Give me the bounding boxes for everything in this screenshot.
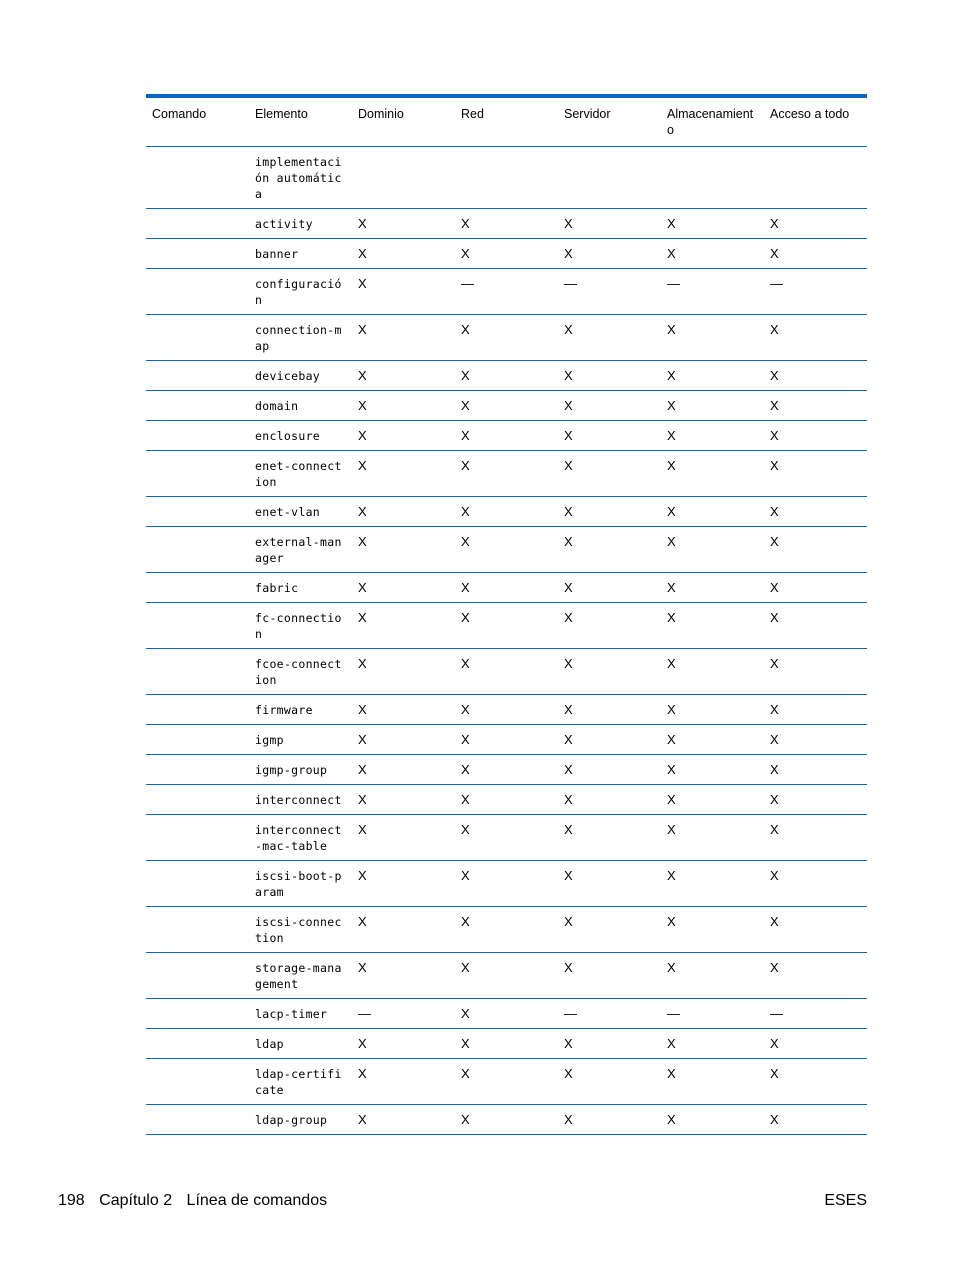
table-row [146, 861, 867, 907]
cell-comando [146, 603, 249, 649]
cell-dominio: X [352, 1029, 455, 1059]
cell-elemento: implementación automática [249, 147, 352, 209]
cell-servidor: X [558, 361, 661, 391]
table-row [146, 1029, 867, 1059]
cell-almacenamiento: X [661, 361, 764, 391]
cell-almacenamiento: X [661, 1059, 764, 1105]
cell-acceso-a-todo: X [764, 1059, 867, 1105]
table-body [146, 147, 867, 1135]
cell-almacenamiento: X [661, 725, 764, 755]
header-elemento: Elemento [249, 98, 352, 147]
cell-elemento: storage-management [249, 953, 352, 999]
cell-almacenamiento: X [661, 603, 764, 649]
cell-acceso-a-todo: X [764, 209, 867, 239]
table-row [146, 451, 867, 497]
cell-red: X [455, 953, 558, 999]
cell-acceso-a-todo: X [764, 861, 867, 907]
cell-servidor: X [558, 573, 661, 603]
header-servidor: Servidor [558, 98, 661, 147]
table-row [146, 725, 867, 755]
chapter-label: Capítulo 2 [99, 1192, 173, 1209]
table-row [146, 269, 867, 315]
cell-almacenamiento: X [661, 815, 764, 861]
cell-red: X [455, 695, 558, 725]
cell-almacenamiento: X [661, 649, 764, 695]
cell-dominio: X [352, 695, 455, 725]
cell-red: X [455, 999, 558, 1029]
cell-servidor: X [558, 209, 661, 239]
cell-comando [146, 649, 249, 695]
table-row [146, 953, 867, 999]
cell-elemento: iscsi-connection [249, 907, 352, 953]
cell-elemento: igmp-group [249, 755, 352, 785]
cell-acceso-a-todo: X [764, 527, 867, 573]
cell-acceso-a-todo: X [764, 695, 867, 725]
cell-servidor: X [558, 861, 661, 907]
cell-elemento: iscsi-boot-param [249, 861, 352, 907]
cell-elemento: fabric [249, 573, 352, 603]
cell-almacenamiento: X [661, 1105, 764, 1135]
cell-elemento: firmware [249, 695, 352, 725]
cell-comando [146, 573, 249, 603]
cell-almacenamiento: X [661, 527, 764, 573]
cell-elemento: banner [249, 239, 352, 269]
cell-comando [146, 953, 249, 999]
cell-comando [146, 815, 249, 861]
cell-dominio: X [352, 209, 455, 239]
cell-dominio: X [352, 239, 455, 269]
cell-red: X [455, 361, 558, 391]
cell-dominio: X [352, 497, 455, 527]
cell-elemento: igmp [249, 725, 352, 755]
cell-comando [146, 147, 249, 209]
cell-red: X [455, 421, 558, 451]
cell-acceso-a-todo [764, 147, 867, 209]
cell-elemento: activity [249, 209, 352, 239]
permissions-table-container [146, 94, 867, 1135]
table-row [146, 497, 867, 527]
cell-red: X [455, 725, 558, 755]
cell-almacenamiento [661, 147, 764, 209]
cell-servidor: X [558, 907, 661, 953]
cell-servidor: X [558, 725, 661, 755]
cell-comando [146, 451, 249, 497]
cell-dominio: X [352, 785, 455, 815]
cell-servidor: X [558, 695, 661, 725]
cell-almacenamiento: X [661, 861, 764, 907]
table-row [146, 907, 867, 953]
cell-elemento: ldap-group [249, 1105, 352, 1135]
cell-acceso-a-todo: X [764, 725, 867, 755]
cell-dominio: X [352, 573, 455, 603]
cell-comando [146, 527, 249, 573]
cell-almacenamiento: X [661, 451, 764, 497]
cell-red: X [455, 907, 558, 953]
cell-acceso-a-todo: X [764, 649, 867, 695]
cell-servidor: X [558, 603, 661, 649]
page-footer-left [58, 1192, 337, 1210]
cell-acceso-a-todo: X [764, 497, 867, 527]
cell-servidor: X [558, 649, 661, 695]
cell-acceso-a-todo: — [764, 999, 867, 1029]
table-row [146, 1105, 867, 1135]
cell-comando [146, 239, 249, 269]
cell-acceso-a-todo: X [764, 421, 867, 451]
cell-almacenamiento: X [661, 1029, 764, 1059]
cell-acceso-a-todo: X [764, 239, 867, 269]
header-almacenamiento: Almacenamiento [661, 98, 764, 147]
cell-acceso-a-todo: X [764, 785, 867, 815]
cell-acceso-a-todo: X [764, 361, 867, 391]
cell-elemento: interconnect [249, 785, 352, 815]
cell-servidor: X [558, 315, 661, 361]
cell-red: X [455, 1059, 558, 1105]
cell-red: X [455, 649, 558, 695]
cell-comando [146, 861, 249, 907]
cell-comando [146, 1059, 249, 1105]
cell-dominio: X [352, 725, 455, 755]
cell-servidor: X [558, 1059, 661, 1105]
cell-elemento: ldap [249, 1029, 352, 1059]
table-row [146, 239, 867, 269]
table-row [146, 209, 867, 239]
cell-comando [146, 785, 249, 815]
cell-almacenamiento: X [661, 953, 764, 999]
cell-red: X [455, 861, 558, 907]
cell-dominio: X [352, 527, 455, 573]
table-row [146, 421, 867, 451]
cell-dominio: X [352, 421, 455, 451]
cell-servidor: — [558, 999, 661, 1029]
cell-red: X [455, 239, 558, 269]
cell-servidor: X [558, 527, 661, 573]
table-row [146, 649, 867, 695]
cell-servidor: X [558, 1029, 661, 1059]
cell-red: X [455, 451, 558, 497]
cell-comando [146, 421, 249, 451]
cell-red: X [455, 785, 558, 815]
permissions-table [146, 98, 867, 1135]
table-row [146, 815, 867, 861]
table-row [146, 999, 867, 1029]
cell-acceso-a-todo: X [764, 815, 867, 861]
cell-dominio: X [352, 269, 455, 315]
cell-acceso-a-todo: X [764, 907, 867, 953]
cell-elemento: enet-connection [249, 451, 352, 497]
header-comando: Comando [146, 98, 249, 147]
header-dominio: Dominio [352, 98, 455, 147]
cell-servidor: X [558, 815, 661, 861]
cell-servidor: X [558, 785, 661, 815]
cell-red [455, 147, 558, 209]
cell-dominio: X [352, 815, 455, 861]
page-number: 198 [58, 1192, 85, 1209]
header-red: Red [455, 98, 558, 147]
cell-servidor: X [558, 1105, 661, 1135]
cell-servidor: X [558, 755, 661, 785]
cell-dominio [352, 147, 455, 209]
cell-red: X [455, 315, 558, 361]
cell-almacenamiento: X [661, 785, 764, 815]
table-row [146, 695, 867, 725]
cell-almacenamiento: X [661, 315, 764, 361]
cell-acceso-a-todo: X [764, 1105, 867, 1135]
cell-dominio: — [352, 999, 455, 1029]
cell-almacenamiento: X [661, 755, 764, 785]
cell-servidor: X [558, 497, 661, 527]
cell-dominio: X [352, 1105, 455, 1135]
cell-acceso-a-todo: X [764, 391, 867, 421]
cell-dominio: X [352, 1059, 455, 1105]
cell-dominio: X [352, 361, 455, 391]
chapter-title: Línea de comandos [186, 1192, 328, 1209]
cell-almacenamiento: — [661, 999, 764, 1029]
cell-elemento: fcoe-connection [249, 649, 352, 695]
cell-elemento: enclosure [249, 421, 352, 451]
cell-elemento: configuración [249, 269, 352, 315]
cell-acceso-a-todo: — [764, 269, 867, 315]
table-row [146, 755, 867, 785]
cell-comando [146, 361, 249, 391]
cell-dominio: X [352, 603, 455, 649]
cell-elemento: lacp-timer [249, 999, 352, 1029]
table-row [146, 785, 867, 815]
cell-servidor: — [558, 269, 661, 315]
cell-comando [146, 1105, 249, 1135]
cell-dominio: X [352, 451, 455, 497]
cell-comando [146, 269, 249, 315]
cell-red: X [455, 209, 558, 239]
cell-comando [146, 315, 249, 361]
cell-almacenamiento: X [661, 907, 764, 953]
cell-elemento: ldap-certificate [249, 1059, 352, 1105]
cell-almacenamiento: X [661, 421, 764, 451]
cell-comando [146, 755, 249, 785]
cell-dominio: X [352, 861, 455, 907]
cell-red: X [455, 573, 558, 603]
cell-elemento: interconnect-mac-table [249, 815, 352, 861]
cell-red: X [455, 603, 558, 649]
cell-dominio: X [352, 953, 455, 999]
table-row [146, 361, 867, 391]
cell-servidor: X [558, 451, 661, 497]
cell-dominio: X [352, 907, 455, 953]
cell-almacenamiento: X [661, 573, 764, 603]
table-row [146, 603, 867, 649]
page-footer-locale: ESES [824, 1192, 867, 1209]
cell-dominio: X [352, 649, 455, 695]
cell-acceso-a-todo: X [764, 755, 867, 785]
cell-red: X [455, 497, 558, 527]
table-row [146, 315, 867, 361]
cell-acceso-a-todo: X [764, 1029, 867, 1059]
cell-servidor [558, 147, 661, 209]
cell-elemento: fc-connection [249, 603, 352, 649]
cell-comando [146, 907, 249, 953]
cell-comando [146, 725, 249, 755]
cell-elemento: devicebay [249, 361, 352, 391]
cell-almacenamiento: X [661, 497, 764, 527]
cell-comando [146, 999, 249, 1029]
cell-servidor: X [558, 421, 661, 451]
cell-elemento: connection-map [249, 315, 352, 361]
cell-comando [146, 497, 249, 527]
cell-almacenamiento: X [661, 695, 764, 725]
cell-comando [146, 1029, 249, 1059]
cell-dominio: X [352, 315, 455, 361]
cell-servidor: X [558, 391, 661, 421]
cell-almacenamiento: X [661, 391, 764, 421]
cell-red: X [455, 527, 558, 573]
cell-almacenamiento: X [661, 239, 764, 269]
cell-acceso-a-todo: X [764, 953, 867, 999]
cell-acceso-a-todo: X [764, 603, 867, 649]
cell-elemento: domain [249, 391, 352, 421]
cell-dominio: X [352, 391, 455, 421]
table-row [146, 527, 867, 573]
cell-red: X [455, 1029, 558, 1059]
cell-comando [146, 391, 249, 421]
cell-acceso-a-todo: X [764, 451, 867, 497]
table-header-row [146, 98, 867, 147]
cell-red: X [455, 755, 558, 785]
table-row [146, 1059, 867, 1105]
cell-red: X [455, 1105, 558, 1135]
table-row [146, 573, 867, 603]
cell-almacenamiento: X [661, 209, 764, 239]
table-row [146, 391, 867, 421]
cell-elemento: external-manager [249, 527, 352, 573]
cell-acceso-a-todo: X [764, 573, 867, 603]
cell-red: X [455, 815, 558, 861]
cell-servidor: X [558, 239, 661, 269]
cell-dominio: X [352, 755, 455, 785]
cell-comando [146, 695, 249, 725]
cell-red: X [455, 391, 558, 421]
cell-acceso-a-todo: X [764, 315, 867, 361]
table-row [146, 147, 867, 209]
cell-elemento: enet-vlan [249, 497, 352, 527]
cell-red: — [455, 269, 558, 315]
cell-comando [146, 209, 249, 239]
cell-servidor: X [558, 953, 661, 999]
cell-almacenamiento: — [661, 269, 764, 315]
header-acceso-a-todo: Acceso a todo [764, 98, 867, 147]
